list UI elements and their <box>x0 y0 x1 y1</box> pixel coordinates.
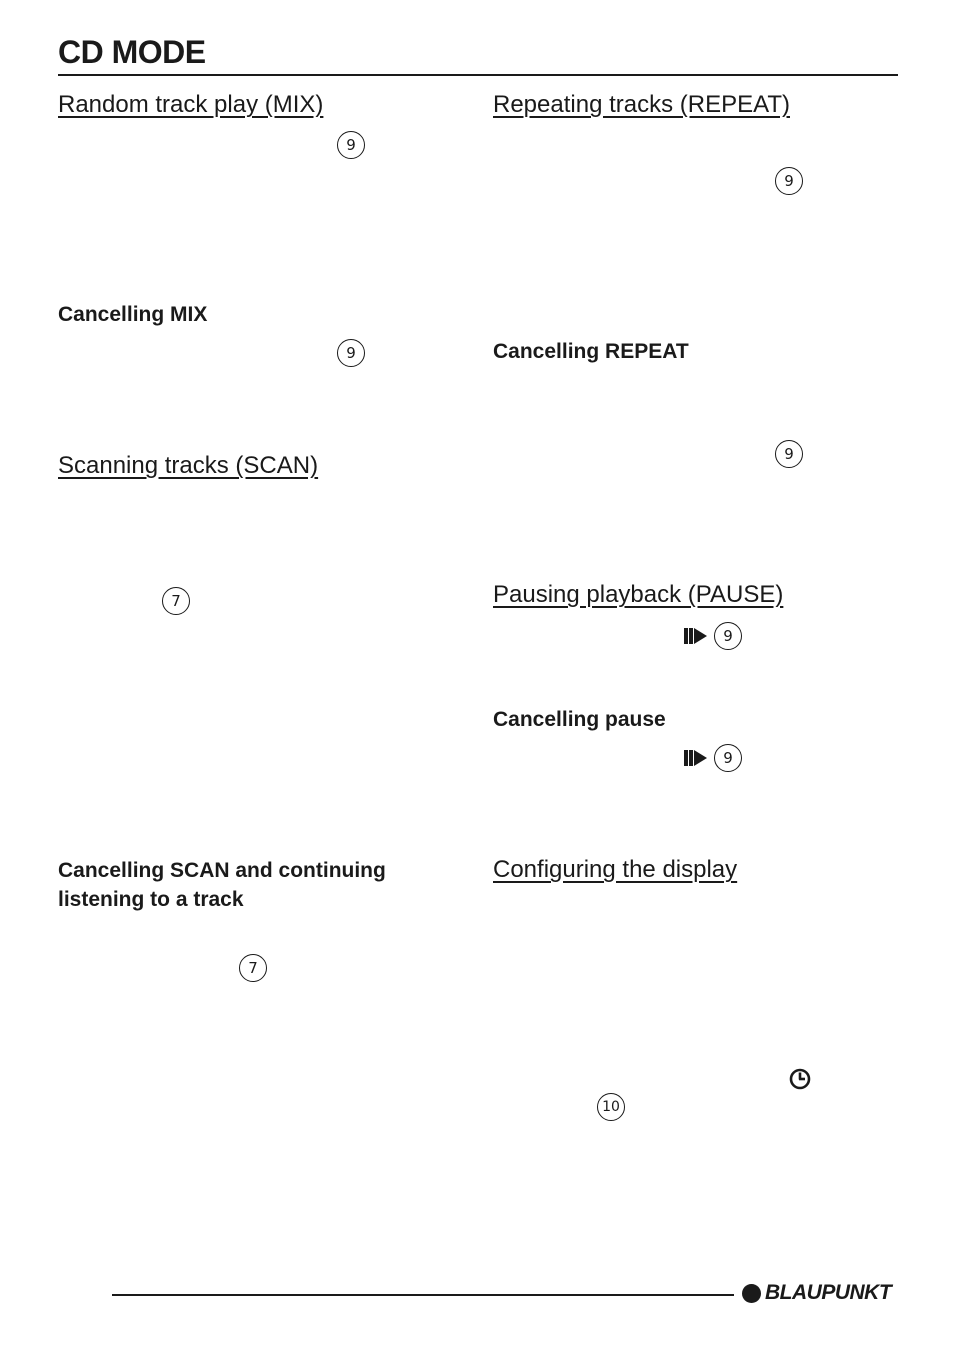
scan-cancel-key-label: 7 <box>239 954 267 982</box>
pause-key-label: 9 <box>714 622 742 650</box>
brand-logo <box>742 1281 891 1305</box>
pause-heading: Pausing playback (PAUSE) <box>493 581 784 608</box>
display-heading: Configuring the display <box>493 856 738 883</box>
clock-icon <box>789 1068 811 1095</box>
scan-key-label: 7 <box>162 587 190 615</box>
brand-name: BLAUPUNKT <box>765 1281 892 1304</box>
repeat-heading: Repeating tracks (REPEAT) <box>493 91 790 118</box>
pause-cancel-heading: Cancelling pause <box>493 708 666 731</box>
scan-cancel-heading: Cancelling SCAN and continuing listening to a track <box>58 859 386 911</box>
display-key-label: 10 <box>597 1093 625 1121</box>
mix-cancel-heading: Cancelling MIX <box>58 303 208 326</box>
mix-key-label: 9 <box>337 131 365 159</box>
play-pause-icon <box>684 749 708 767</box>
play-pause-icon <box>684 627 708 645</box>
title-divider <box>58 74 898 76</box>
repeat-cancel-heading: Cancelling REPEAT <box>493 340 689 363</box>
pause-cancel-key-label: 9 <box>714 744 742 772</box>
footer-divider <box>112 1294 734 1296</box>
mix-heading: Random track play (MIX) <box>58 91 324 118</box>
brand-dot-icon <box>742 1284 761 1303</box>
scan-heading: Scanning tracks (SCAN) <box>58 452 319 479</box>
page-title: CD MODE <box>58 34 206 70</box>
repeat-cancel-key-label: 9 <box>775 440 803 468</box>
repeat-key-label: 9 <box>775 167 803 195</box>
mix-cancel-key-label: 9 <box>337 339 365 367</box>
